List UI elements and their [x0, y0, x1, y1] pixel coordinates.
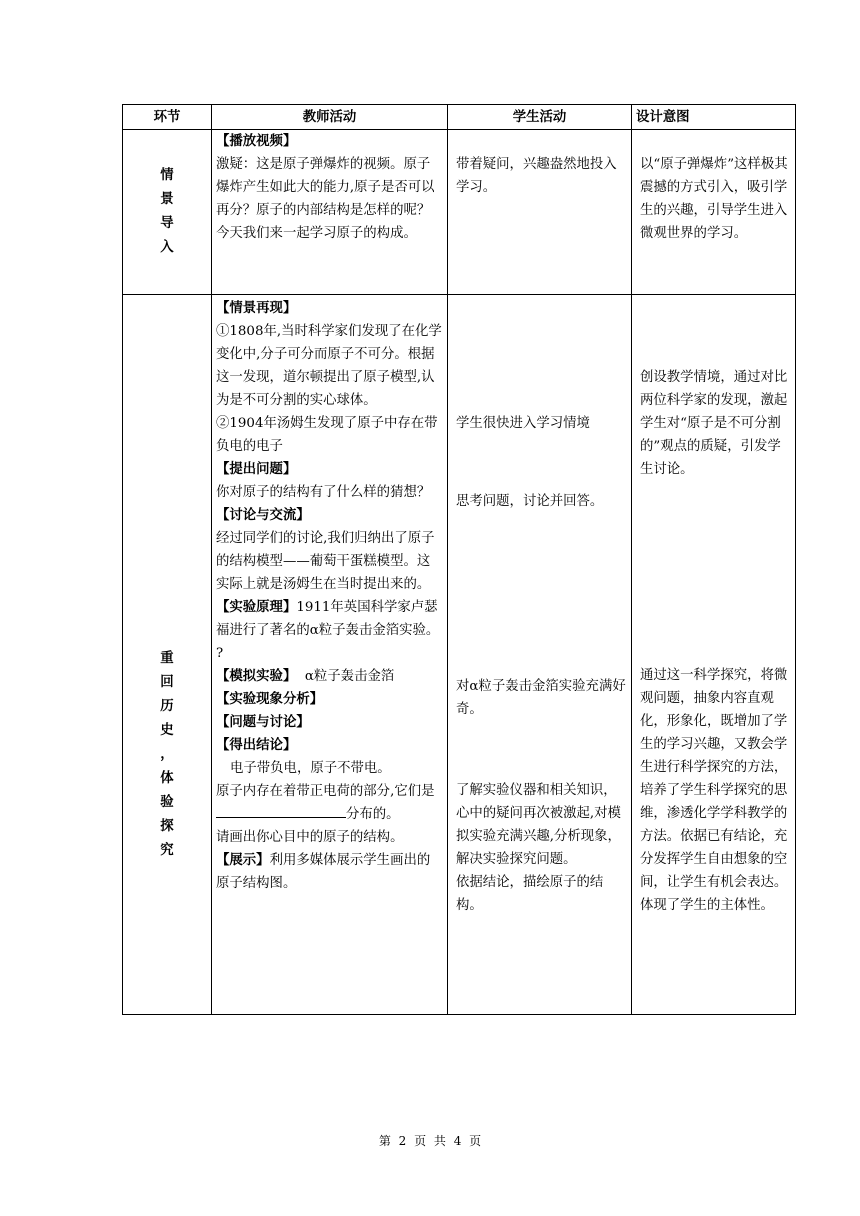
stage-char: 入 [160, 240, 174, 255]
teacher-text [216, 849, 443, 895]
teacher-text: 1911年英国科学家卢瑟福进行了著名的α粒子轰击金箔实验。 [216, 600, 440, 638]
section-tag: 【情景再现】 [216, 301, 297, 316]
stage-char: 导 [160, 216, 174, 231]
header-intent: 设计意图 [632, 105, 796, 130]
header-student: 学生活动 [448, 105, 632, 130]
student-text: 了解实验仪器和相关知识，心中的疑问再次被激起,对模拟实验充满兴趣,分析现象，解决实验探究问题。 [456, 783, 621, 867]
teacher-text: 分布的。 [346, 807, 400, 822]
teacher-text [216, 780, 443, 826]
intent-text: 创设教学情境，通过对比两位科学家的发现，激起学生对“原子是不可分割的”观点的质疑，引发学生讨论。 [640, 370, 788, 477]
stage-char: 情 [160, 168, 174, 183]
teacher-text: 利用多媒体展示学生画出的原子结构图。 [216, 853, 431, 891]
stage-char: 历 [160, 698, 174, 714]
teacher-activity-intro [212, 130, 448, 295]
header-teacher: 教师活动 [212, 105, 448, 130]
student-activity-intro [448, 130, 632, 295]
fill-in-blank[interactable] [216, 803, 346, 818]
teacher-text: 请画出你心目中的原子的结构。 [216, 830, 404, 845]
stage-inquiry [123, 295, 212, 1015]
stage-char: 史 [160, 722, 174, 738]
stage-char: 回 [160, 674, 174, 690]
section-tag: 【提出问题】 [216, 462, 297, 477]
teacher-text: 电子带负电，原子不带电。 [230, 761, 391, 776]
teacher-text [216, 596, 443, 642]
intent-text: 通过这一科学探究，将微观问题，抽象内容直观化，形象化，既增加了学生的学习兴趣，又教会学生进行科学探究的方法，培养了学生科学探究的思维，渗透化学学科教学的方法。依据已有结论，充分发挥学生自由想象的空间，让学生有机会表达。体现了学生的主体性。 [640, 668, 788, 913]
teacher-text: 原子内存在着带正电荷的部分,它们是 [216, 784, 435, 799]
stage-char: 验 [160, 794, 174, 810]
page-footer: 第 2 页 共 4 页 [378, 1134, 482, 1148]
teacher-text: 你对原子的结构有了什么样的猜想？ [216, 485, 431, 500]
student-text: 依据结论，描绘原子的结构。 [456, 875, 604, 913]
stage-char: 究 [160, 842, 174, 858]
header-stage: 环节 [123, 105, 212, 130]
header-row [123, 105, 796, 130]
stage-char: 景 [160, 192, 174, 207]
stage-intro [123, 130, 212, 295]
teacher-text: 经过同学们的讨论,我们归纳出了原子的结构模型——葡萄干蛋糕模型。这实际上就是汤姆生在当时提出来的。 [216, 531, 435, 592]
student-activity-inquiry [448, 295, 632, 1015]
teacher-text: ①1808年,当时科学家们发现了在化学变化中,分子可分而原子不可分。根据这一发现，道尔顿提出了原子模型,认为是不可分割的实心球体。 [216, 324, 442, 408]
section-tag: 【播放视频】 [216, 134, 297, 149]
section-tag: 【实验原理】 [216, 600, 297, 615]
stage-char: 体 [160, 770, 174, 786]
section-tag: 【问题与讨论】 [216, 715, 310, 730]
student-text: 带着疑问，兴趣盎然地投入学习。 [456, 157, 617, 195]
section-tag: 【模拟实验】 [216, 669, 297, 684]
stage-char: ， [160, 746, 174, 762]
teacher-activity-inquiry [212, 295, 448, 1015]
teacher-text: ②1904年汤姆生发现了原子中存在带负电的电子 [216, 416, 438, 454]
teacher-text: α粒子轰击金箔 [296, 669, 395, 684]
teacher-text: 激疑：这是原子弹爆炸的视频。原子爆炸产生如此大的能力,原子是否可以再分？原子的内部结构是怎样的呢？ [216, 157, 435, 218]
stage-char: 重 [160, 650, 174, 666]
design-intent-inquiry [632, 295, 796, 1015]
student-text: 对α粒子轰击金箔实验充满好奇。 [456, 679, 626, 717]
section-tag: 【实验现象分析】 [216, 692, 324, 707]
section-tag: 【讨论与交流】 [216, 508, 310, 523]
teacher-text: 今天我们来一起学习原子的构成。 [216, 226, 417, 241]
intent-text: 以“原子弹爆炸”这样极其震撼的方式引入，吸引学生的兴趣，引导学生进入微观世界的学习。 [640, 157, 788, 241]
row-inquiry [123, 295, 796, 1015]
stage-char: 探 [160, 818, 174, 834]
design-intent-intro [632, 130, 796, 295]
section-tag: 【展示】 [216, 853, 270, 868]
teacher-text: ? [216, 646, 224, 661]
section-tag: 【得出结论】 [216, 738, 297, 753]
student-text: 学生很快进入学习情境 [456, 416, 590, 431]
teacher-text [216, 665, 443, 688]
lesson-plan-table [122, 104, 796, 1015]
student-text: 思考问题，讨论并回答。 [456, 494, 604, 509]
row-intro [123, 130, 796, 295]
